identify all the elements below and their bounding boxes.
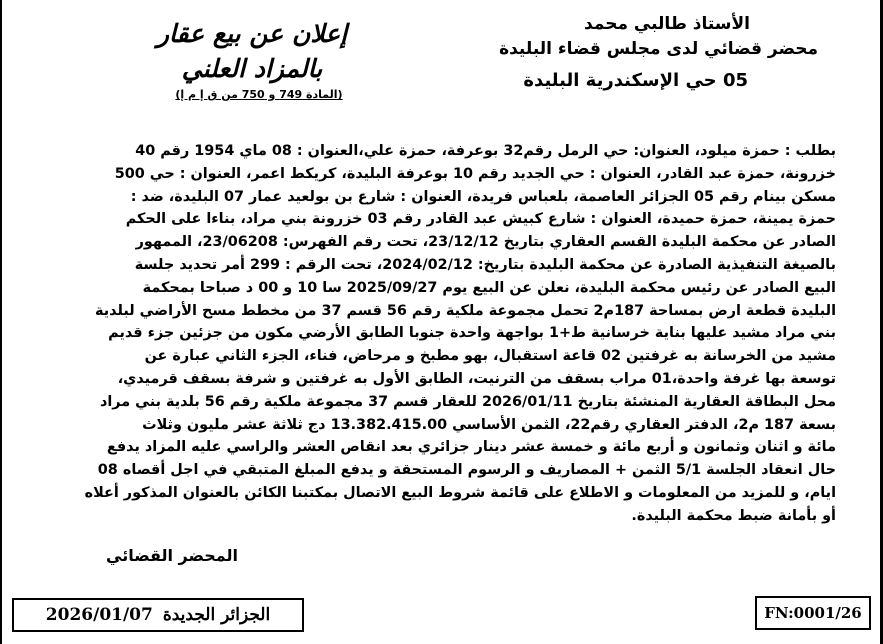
bailiff-address: 05 حي الإسكندرية البليدة xyxy=(523,70,748,91)
newspaper-name: الجزائر الجديدة xyxy=(162,605,271,625)
body-line: حمزة يمينة، حمزة حميدة، العنوان : شارع كبيش عبد القادر رقم 03 خزرونة بني مراد، بناءا على الحكم xyxy=(125,211,836,228)
body-line: حال انعقاد الجلسة 5/1 الثمن + المصاريف و الرسوم المستحقة و يدفع المبلغ المتبقي في اجل أقصاه 08 xyxy=(97,462,836,479)
body-line: ايام، و للمزيد من المعلومات و الاطلاع على قائمة شروط البيع الاتصال بمكتبنا الكائن بالعنوان المذكور أعلاه xyxy=(84,484,836,501)
publication-date: 2026/01/07 xyxy=(45,605,153,625)
notice-title-block xyxy=(122,16,382,101)
body-line: البليدة قطعة ارض بمساحة 187م2 تحمل مجموعة ملكية رقم 56 قسم 37 من مخطط مسح الأراضي لبلدية xyxy=(95,302,836,319)
body-line: خزرونة، حمزة عبد القادر، العنوان : حي الجديد رقم 10 بوعرفة البليدة، كريكط اعمر، العنوان : حي 500 xyxy=(114,165,836,182)
bailiff-header xyxy=(410,12,830,93)
body-line: محل البطاقة العقارية المنشئة بتاريخ 2026/01/11 للعقار قسم 37 مجموعة ملكية رقم 56 بلدية بني مراد xyxy=(99,393,836,410)
body-line: البيع الصادر عن رئيس محكمة البليدة، نعلن عن البيع يوم 2025/09/27 سا 10 و 00 د صباحا بمحكمة xyxy=(142,279,836,296)
body-line: الصادر عن محكمة البليدة القسم العقاري بتاريخ 23/12/12، تحت رقم الفهرس: 23/06208، الممهور xyxy=(135,234,836,251)
body-line: توسعة بها غرفة واحدة،01 مراب بسقف من الترنيت، الطابق الأول به غرفتين و شرفة بسقف قرميدي، xyxy=(117,370,836,387)
body-line: أو بأمانة ضبط محكمة البليدة. xyxy=(631,507,836,524)
bailiff-position: محضر قضائي لدى مجلس قضاء البليدة xyxy=(499,39,818,59)
notice-title-line2: بالمزاد العلني xyxy=(181,54,323,83)
body-line: مشيد من الخرسانة به غرفتين 02 قاعة استقبال، بهو مطبخ و مرحاض، فناء، الجزء الثاني عبارة عن xyxy=(144,348,836,365)
body-line: مائة و اثنان وثمانون و أربع مائة و خمسة عشر دينار جزائري بعد انقاص العشر والراسي عليه المزاد يدفع xyxy=(106,439,836,456)
body-line: بالصيغة التنفيذية الصادرة عن محكمة البليدة بتاريخ: 2024/02/12، تحت الرقم : 299 أمر تحديد جلسة xyxy=(134,256,836,273)
signature-label: المحضر القضائي xyxy=(106,546,239,565)
newspaper-box xyxy=(12,598,304,632)
body-line: مسكن بينام رقم 05 الجزائر العاصمة، بلعباس فريدة، العنوان : شارع بن بولعيد عمار 07 البليدة، ضد : xyxy=(130,188,836,205)
body-line: بسعة 187 م2، الدفتر العقاري رقم22، الثمن الأساسي 13.382.415.00 دج ثلاثة عشر مليون وثلاث xyxy=(142,416,836,433)
legal-reference: (المادة 749 و 750 من ق إ م إ) xyxy=(175,88,343,101)
bailiff-name: الأستاذ طالبي محمد xyxy=(584,14,750,34)
body-line: بني مراد مشيد عليها بناية خرسانية ط+1 بواجهة واحدة جنوبا الطابق الأرضي مكون من جزئين جزء قديم xyxy=(108,325,836,342)
notice-title-line1: إعلان عن بيع عقار xyxy=(156,19,348,48)
body-line: بطلب : حمزة ميلود، العنوان: حي الرمل رقم32 بوعرفة، حمزة علي،العنوان : 08 ماي 1954 رقم 40 xyxy=(135,143,836,159)
file-number: FN:0001/26 xyxy=(764,604,862,622)
notice-body xyxy=(36,140,836,528)
file-number-box xyxy=(755,596,871,630)
